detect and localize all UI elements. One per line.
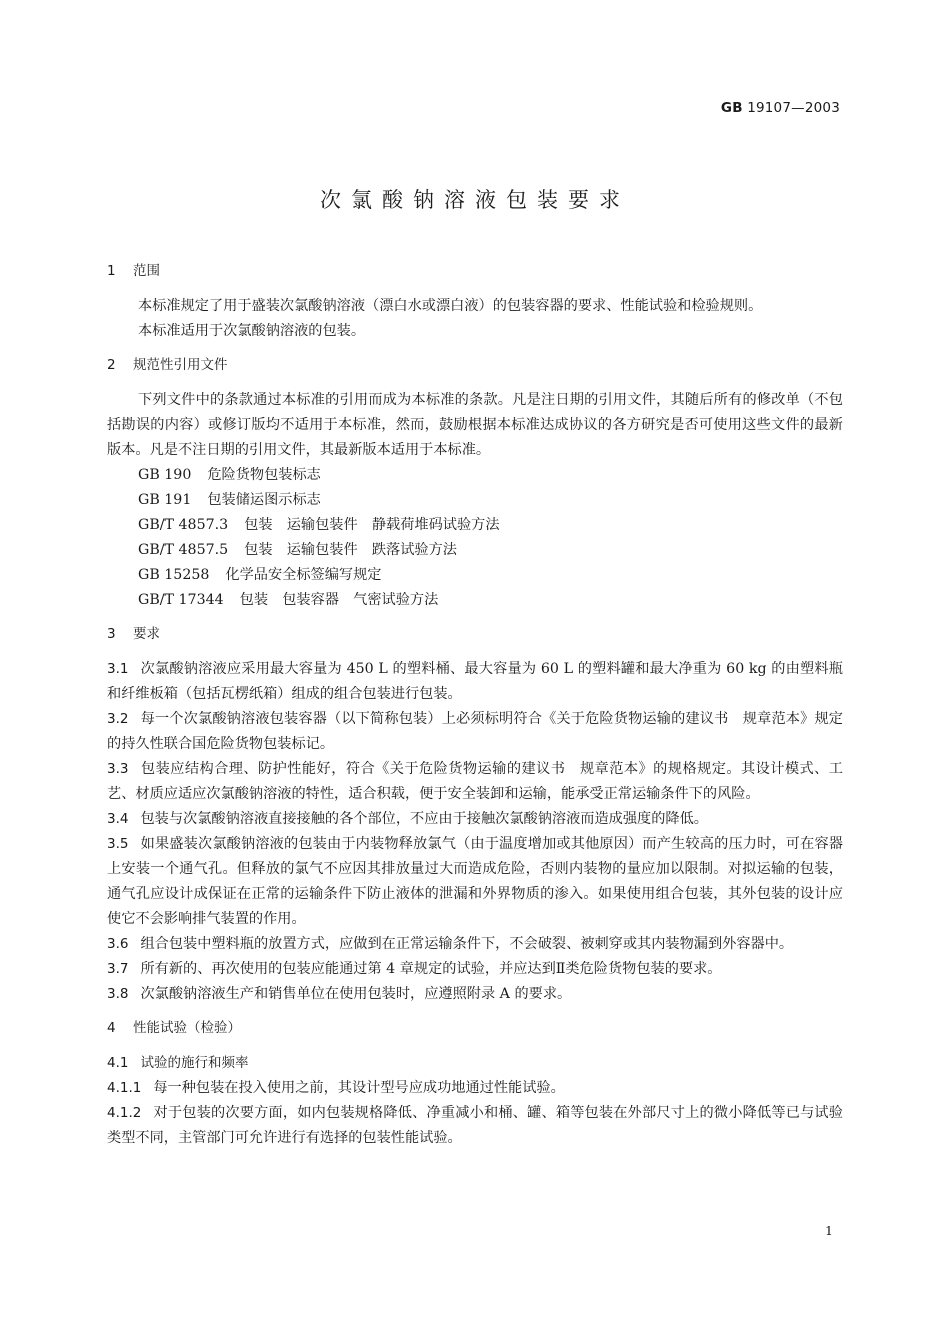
paragraph: 本标准适用于次氯酸钠溶液的包装。 [138, 323, 366, 339]
clause: 3.5 如果盛装次氯酸钠溶液的包装由于内装物释放氯气（由于温度增加或其他原因）而产生较高的压力时，可在容器上安装一个通气孔。但释放的氯气不应因其排放量过大而造成危险，否则内装物的量应加以限制。对拟运输的包装，通气孔应设计成保证在正常的运输条件下防止液体的泄漏和外界物质的渗入。如果使用组合包装，其外包装的设计应使它不会影响排气装置的作用。 [107, 836, 843, 927]
paragraph: 本标准规定了用于盛装次氯酸钠溶液（漂白水或漂白液）的包装容器的要求、性能试验和检验规则。 [138, 298, 763, 314]
clause: 3.6 组合包装中塑料瓶的放置方式，应做到在正常运输条件下，不会破裂、被刺穿或其内装物漏到外容器中。 [107, 936, 794, 952]
document-body [107, 260, 843, 1151]
section-heading-normative-references: 2 规范性引用文件 [107, 357, 228, 373]
section-heading-scope: 1 范围 [107, 263, 160, 279]
page-number: 1 [825, 1223, 833, 1238]
clause: 3.4 包装与次氯酸钠溶液直接接触的各个部位，不应由于接触次氯酸钠溶液而造成强度的降低。 [107, 811, 708, 827]
standard-code: GB 19107—2003 [720, 100, 840, 116]
clause: 3.8 次氯酸钠溶液生产和销售单位在使用包装时，应遵照附录 A 的要求。 [107, 986, 572, 1002]
section-heading-performance-tests: 4 性能试验（检验） [107, 1020, 241, 1036]
reference-item: GB/T 4857.5 包装 运输包装件 跌落试验方法 [138, 542, 457, 558]
subsection-heading: 4.1 试验的施行和频率 [107, 1055, 249, 1071]
clause: 4.1.2 对于包装的次要方面，如内包装规格降低、净重减小和桶、罐、箱等包装在外部尺寸上的微小降低等已与试验类型不同，主管部门可允许进行有选择的包装性能试验。 [107, 1105, 843, 1146]
paragraph: 下列文件中的条款通过本标准的引用而成为本标准的条款。凡是注日期的引用文件，其随后所有的修改单（不包括勘误的内容）或修订版均不适用于本标准，然而，鼓励根据本标准达成协议的各方研究是否可使用这些文件的最新版本。凡是不注日期的引用文件，其最新版本适用于本标准。 [107, 392, 843, 458]
reference-item: GB 191 包装储运图示标志 [138, 492, 321, 508]
reference-item: GB/T 17344 包装 包装容器 气密试验方法 [138, 592, 439, 608]
reference-item: GB 15258 化学品安全标签编写规定 [138, 567, 382, 583]
section-heading-requirements: 3 要求 [107, 626, 160, 642]
clause: 3.2 每一个次氯酸钠溶液包装容器（以下简称包装）上必须标明符合《关于危险货物运输的建议书 规章范本》规定的持久性联合国危险货物包装标记。 [107, 711, 843, 752]
reference-item: GB/T 4857.3 包装 运输包装件 静载荷堆码试验方法 [138, 517, 500, 533]
clause: 3.7 所有新的、再次使用的包装应能通过第 4 章规定的试验，并应达到Ⅱ类危险货物包装的要求。 [107, 961, 722, 977]
reference-list [107, 463, 843, 613]
clause: 3.1 次氯酸钠溶液应采用最大容量为 450 L 的塑料桶、最大容量为 60 L 的塑料罐和最大净重为 60 kg 的由塑料瓶和纤维板箱（包括瓦楞纸箱）组成的组合包装进行包装。 [107, 661, 843, 702]
clause: 3.3 包装应结构合理、防护性能好，符合《关于危险货物运输的建议书 规章范本》的规格规定。其设计模式、工艺、材质应适应次氯酸钠溶液的特性，适合积载，便于安全装卸和运输，能承受正常运输条件下的风险。 [107, 761, 843, 802]
clause: 4.1.1 每一种包装在投入使用之前，其设计型号应成功地通过性能试验。 [107, 1080, 565, 1096]
document-title: 次氯酸钠溶液包装要求 [320, 188, 630, 212]
reference-item: GB 190 危险货物包装标志 [138, 467, 321, 483]
